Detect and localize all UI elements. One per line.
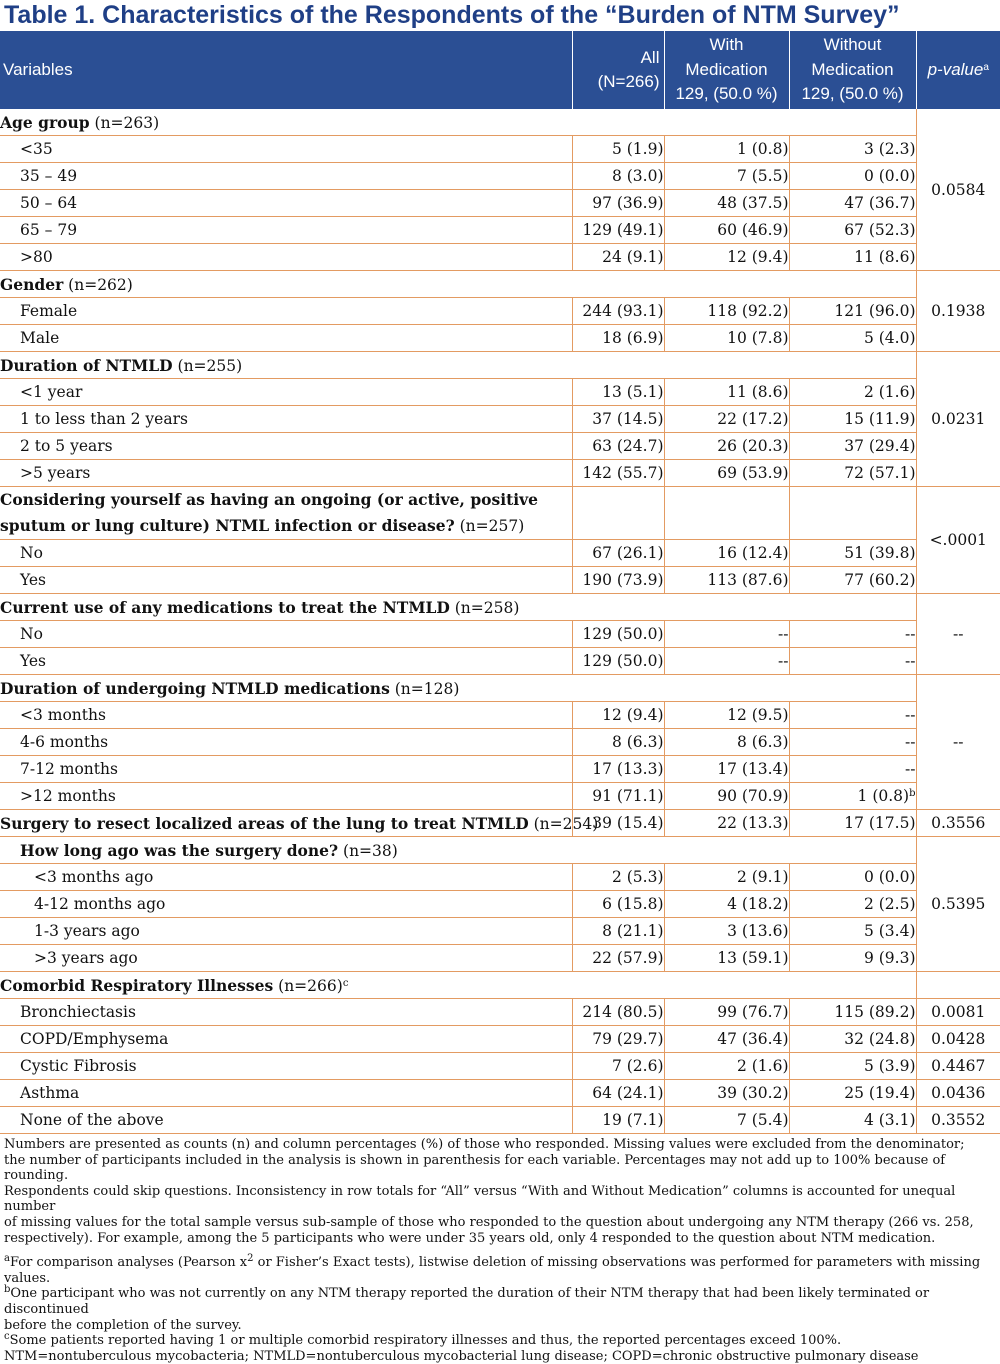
section-row-duration: Duration of NTMLD (n=255) 0.0231 <box>0 352 1000 379</box>
p-value-current-use: -- <box>916 594 1000 675</box>
p-value-surgery: 0.3556 <box>916 810 1000 837</box>
table-row: 4-12 months ago 6 (15.8) 4 (18.2) 2 (2.5) <box>0 891 1000 918</box>
section-row-undergoing: Duration of undergoing NTMLD medications (n=128) -- <box>0 675 1000 702</box>
p-value-undergoing: -- <box>916 675 1000 810</box>
table-title: Table 1. Characteristics of the Respondents of the “Burden of NTM Survey” <box>4 1 900 29</box>
footnote-c: $^c$Some patients reported having 1 or multiple comorbid respiratory illnesses and thus, the reported percentages exceed 100%. <box>4 1331 842 1349</box>
p-value-duration: 0.0231 <box>916 352 1000 487</box>
table-row: Bronchiectasis 214 (80.5) 99 (76.7) 115 (89.2) 0.0081 <box>0 999 1000 1026</box>
footnote-main-line: of missing values for the total sample versus sub-sample of those who responded to the question about undergoing any NTM therapy (266 vs. 258, <box>4 1214 974 1230</box>
p-value-gender: 0.1938 <box>916 271 1000 352</box>
footnote-b: $^b$One participant who was not currently on any NTM therapy reported the duration of their NTM therapy that had been likely terminated or discontinued <box>4 1284 930 1317</box>
header-without-medication: Without Medication 129, (50.0 %) <box>789 31 916 109</box>
table-row: Male 18 (6.9) 10 (7.8) 5 (4.0) <box>0 325 1000 352</box>
table-row: >3 years ago 22 (57.9) 13 (59.1) 9 (9.3) <box>0 945 1000 972</box>
footnote-b-cont: before the completion of the survey. <box>4 1317 242 1333</box>
section-row-current-use: Current use of any medications to treat the NTMLD (n=258) -- <box>0 594 1000 621</box>
section-row-ongoing: Considering yourself as having an ongoing (or active, positive sputum or lung culture) NTML infection or disease? (n=257) <.0001 <box>0 487 1000 540</box>
table-row: >5 years 142 (55.7) 69 (53.9) 72 (57.1) <box>0 460 1000 487</box>
section-row-gender: Gender (n=262) 0.1938 <box>0 271 1000 298</box>
table-row: Cystic Fibrosis 7 (2.6) 2 (1.6) 5 (3.9) 0.4467 <box>0 1053 1000 1080</box>
table-row: 50 – 64 97 (36.9) 48 (37.5) 47 (36.7) <box>0 190 1000 217</box>
table-row: <1 year 13 (5.1) 11 (8.6) 2 (1.6) <box>0 379 1000 406</box>
section-row-surgery: Surgery to resect localized areas of the lung to treat NTMLD (n=254) 39 (15.4) 22 (13.3) 17 (17.5) 0.3556 <box>0 810 1000 837</box>
table-row: <35 5 (1.9) 1 (0.8) 3 (2.3) <box>0 136 1000 163</box>
section-row-age: Age group (n=263) 0.0584 <box>0 109 1000 136</box>
characteristics-table <box>0 31 1000 1134</box>
footnote-abbreviations: NTM=nontuberculous mycobacteria; NTMLD=nontuberculous mycobacterial lung disease; COPD=chronic obstructive pulmonary disease <box>4 1348 919 1364</box>
footnote-main-line: the number of participants included in the analysis is shown in parenthesis for each variable. Percentages may not add up to 100% because of rounding. <box>4 1152 946 1184</box>
section-row-how-long: How long ago was the surgery done? (n=38) 0.5395 <box>0 837 1000 864</box>
table-row: Yes 190 (73.9) 113 (87.6) 77 (60.2) <box>0 567 1000 594</box>
section-row-comorbid: Comorbid Respiratory Illnesses (n=266)$^c$ <box>0 972 1000 999</box>
p-value-how-long: 0.5395 <box>916 837 1000 972</box>
table-row: 4-6 months 8 (6.3) 8 (6.3) -- <box>0 729 1000 756</box>
table-row: >12 months 91 (71.1) 90 (70.9) 1 $(0.8)^b$ <box>0 783 1000 810</box>
table-row: 65 – 79 129 (49.1) 60 (46.9) 67 (52.3) <box>0 217 1000 244</box>
header-all: All (N=266) <box>572 31 664 109</box>
header-row <box>0 31 1000 109</box>
footnote-main-line: Numbers are presented as counts (n) and column percentages (%) of those who responded. Missing values were excluded from the denominator; <box>4 1137 965 1152</box>
table-row: 1 to less than 2 years 37 (14.5) 22 (17.2) 15 (11.9) <box>0 406 1000 433</box>
p-value-ongoing: <.0001 <box>916 487 1000 594</box>
footnote-main-line: Respondents could skip questions. Inconsistency in row totals for “All” versus “With and Without Medication” columns is accounted for unequal number <box>4 1183 956 1215</box>
table-row: No 129 (50.0) -- -- <box>0 621 1000 648</box>
table-row: 2 to 5 years 63 (24.7) 26 (20.3) 37 (29.4) <box>0 433 1000 460</box>
table-row: 7-12 months 17 (13.3) 17 (13.4) -- <box>0 756 1000 783</box>
footnotes <box>0 1134 1000 1364</box>
table-row: <3 months ago 2 (5.3) 2 (9.1) 0 (0.0) <box>0 864 1000 891</box>
table-row: Yes 129 (50.0) -- -- <box>0 648 1000 675</box>
table-row: 35 – 49 8 (3.0) 7 (5.5) 0 (0.0) <box>0 163 1000 190</box>
header-p-value: p-value$^a$ <box>916 31 1000 109</box>
header-with-medication: With Medication 129, (50.0 %) <box>664 31 789 109</box>
table-row: 1-3 years ago 8 (21.1) 3 (13.6) 5 (3.4) <box>0 918 1000 945</box>
header-variables: Variables <box>0 31 572 109</box>
table-row: No 67 (26.1) 16 (12.4) 51 (39.8) <box>0 540 1000 567</box>
p-value-age: 0.0584 <box>916 109 1000 271</box>
table-row: Asthma 64 (24.1) 39 (30.2) 25 (19.4) 0.0436 <box>0 1080 1000 1107</box>
footnote-main-line: respectively). For example, among the 5 participants who were under 35 years old, only 4 responded to the question about NTM medication. <box>4 1230 936 1246</box>
table-row: >80 24 (9.1) 12 (9.4) 11 (8.6) <box>0 244 1000 271</box>
table-row: <3 months 12 (9.4) 12 (9.5) -- <box>0 702 1000 729</box>
table-row: COPD/Emphysema 79 (29.7) 47 (36.4) 32 (24.8) 0.0428 <box>0 1026 1000 1053</box>
table-row: None of the above 19 (7.1) 7 (5.4) 4 (3.1) 0.3552 <box>0 1107 1000 1134</box>
footnote-a: $^a$For comparison analyses (Pearson $x^2$ or Fisher’s Exact tests), listwise deletion of missing observations was performed for parameters with missing values. <box>4 1253 981 1286</box>
table-row: Female 244 (93.1) 118 (92.2) 121 (96.0) <box>0 298 1000 325</box>
